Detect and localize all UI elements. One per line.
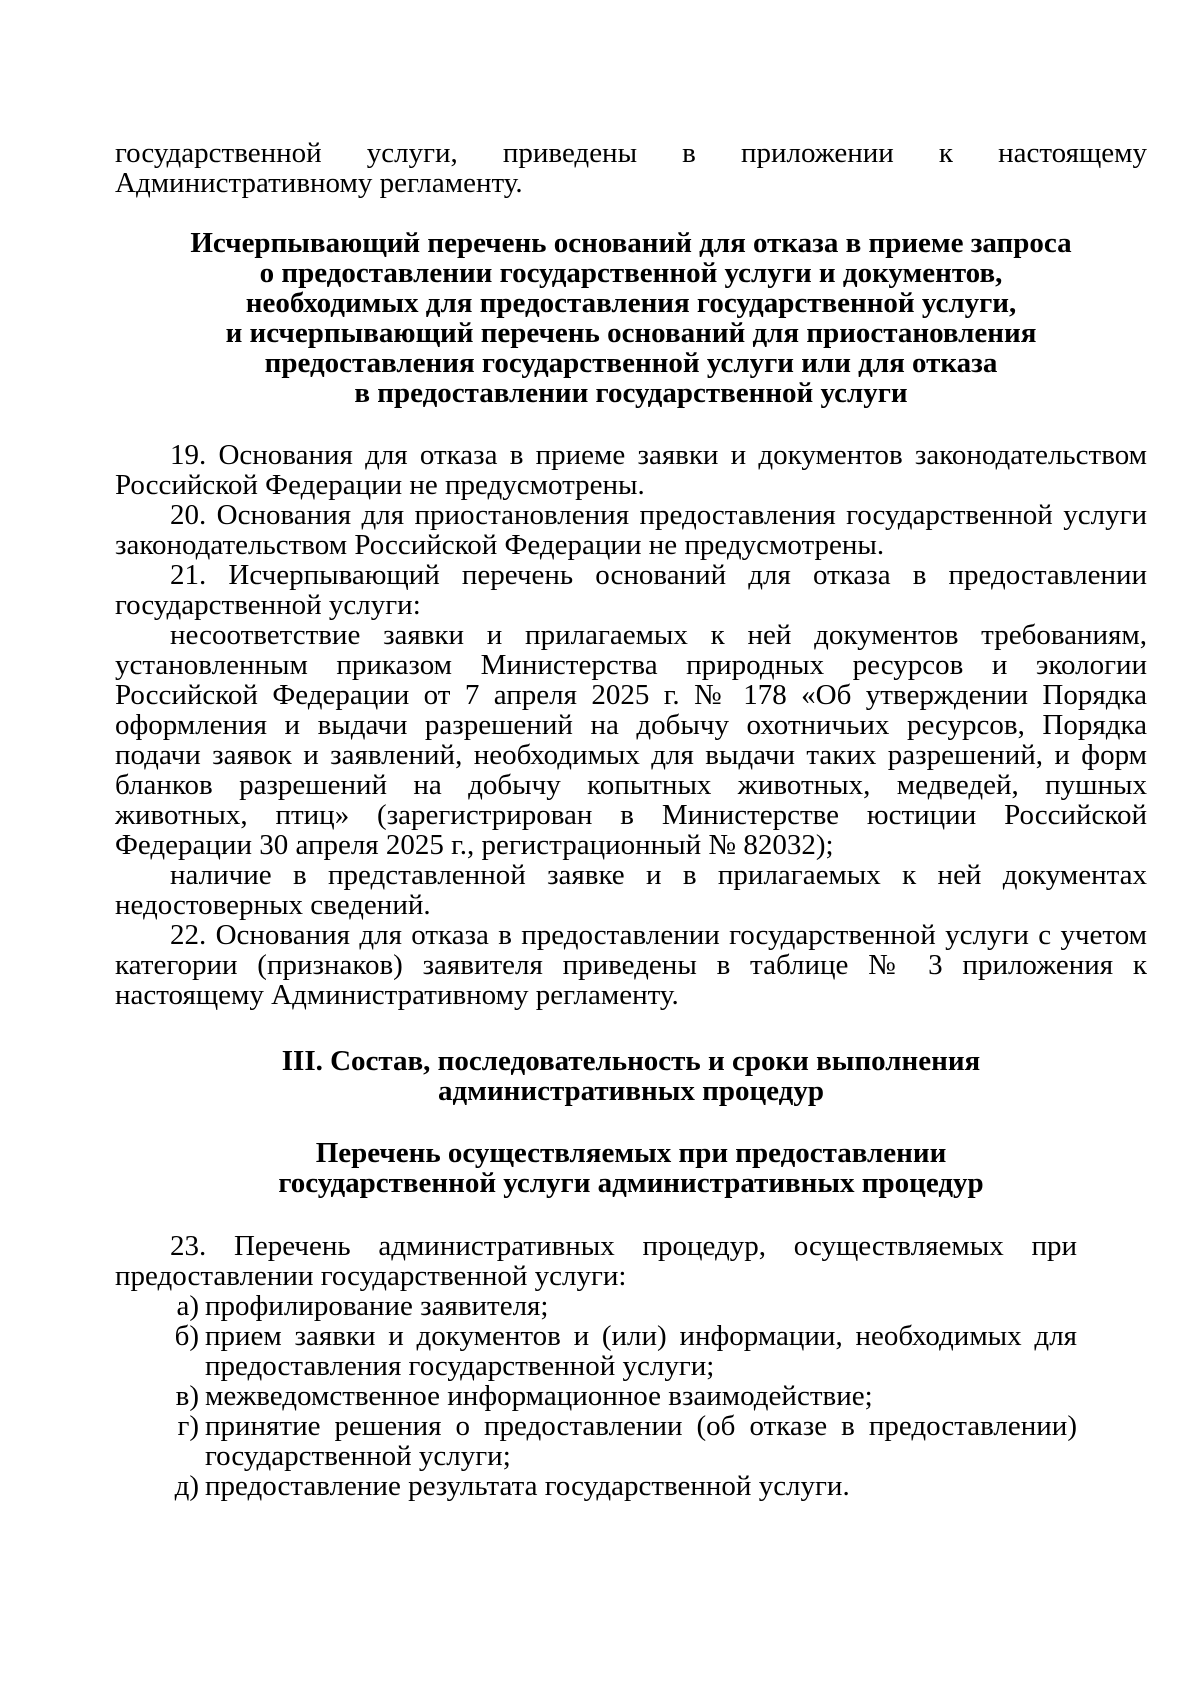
list-text: профилирование заявителя;	[205, 1290, 549, 1322]
heading-line: о предоставлении государственной услуги и документов,	[259, 257, 1003, 289]
paragraph-23: 23. Перечень административных процедур, осуществляемых при предоставлении государственной услуги:	[115, 1230, 1077, 1292]
list-text: принятие решения о предоставлении (об отказе в предоставлении) государственной услуги;	[205, 1410, 1077, 1472]
procedures-list	[115, 1291, 1077, 1501]
list-marker: в)	[175, 1380, 199, 1412]
heading-line: административных процедур	[438, 1075, 824, 1107]
paragraph-23-block	[115, 1231, 1077, 1291]
heading-line: государственной услуги административных процедур	[278, 1167, 984, 1199]
paragraphs-19-22	[115, 440, 1147, 1010]
list-marker: г)	[177, 1410, 199, 1442]
heading-line: предоставления государственной услуги или для отказа	[264, 347, 998, 379]
paragraph-19: 19. Основания для отказа в приеме заявки и документов законодательством Российской Федерации не предусмотрены.	[115, 439, 1147, 501]
intro-paragraph: государственной услуги, приведены в приложении к настоящему Административному регламенту.	[115, 137, 1147, 199]
heading-line: в предоставлении государственной услуги	[354, 377, 908, 409]
paragraph-21: 21. Исчерпывающий перечень оснований для отказа в предоставлении государственной услуги:	[115, 559, 1147, 621]
paragraph-21-item-1: несоответствие заявки и прилагаемых к ней документов требованиям, установленным приказом Министерства природных ресурсов и экологии Российской Федерации от 7 апреля 2025 г. № 178 «Об утверждении Порядка оформления и выдачи разрешений на добычу охотничьих ресурсов, Порядка подачи заявок и заявлений, необходимых для выдачи таких разрешений, и форм бланков разрешений на добычу копытных животных, медведей, пушных животных, птиц» (зарегистрирован в Министерстве юстиции Российской Федерации 30 апреля 2025 г., регистрационный № 82032);	[115, 619, 1147, 861]
paragraph-21-item-2: наличие в представленной заявке и в прилагаемых к ней документах недостоверных сведений.	[115, 859, 1147, 921]
heading-line: Исчерпывающий перечень оснований для отказа в приеме запроса	[190, 227, 1072, 259]
heading-line: необходимых для предоставления государственной услуги,	[245, 287, 1017, 319]
intro-block	[115, 138, 1147, 198]
list-marker: б)	[174, 1320, 199, 1352]
list-text: предоставление результата государственной услуги.	[205, 1470, 850, 1502]
list-item	[115, 1471, 1077, 1501]
paragraph-22: 22. Основания для отказа в предоставлении государственной услуги с учетом категории (признаков) заявителя приведены в таблице № 3 приложения к настоящему Административному регламенту.	[115, 919, 1147, 1011]
heading-line: III. Состав, последовательность и сроки выполнения	[281, 1045, 981, 1077]
heading-refusal-grounds	[115, 228, 1147, 408]
list-marker: а)	[176, 1290, 199, 1322]
list-item	[115, 1291, 1077, 1321]
list-text: межведомственное информационное взаимодействие;	[205, 1380, 873, 1412]
list-item	[115, 1381, 1077, 1411]
list-item	[115, 1321, 1077, 1381]
list-marker: д)	[174, 1470, 199, 1502]
paragraph-20: 20. Основания для приостановления предоставления государственной услуги законодательством Российской Федерации не предусмотрены.	[115, 499, 1147, 561]
list-text: прием заявки и документов и (или) информации, необходимых для предоставления государственной услуги;	[205, 1320, 1077, 1382]
heading-section-iii	[115, 1046, 1147, 1106]
heading-procedures-list	[115, 1138, 1147, 1198]
heading-line: Перечень осуществляемых при предоставлении	[315, 1137, 947, 1169]
list-item	[115, 1411, 1077, 1471]
heading-line: и исчерпывающий перечень оснований для приостановления	[225, 317, 1037, 349]
